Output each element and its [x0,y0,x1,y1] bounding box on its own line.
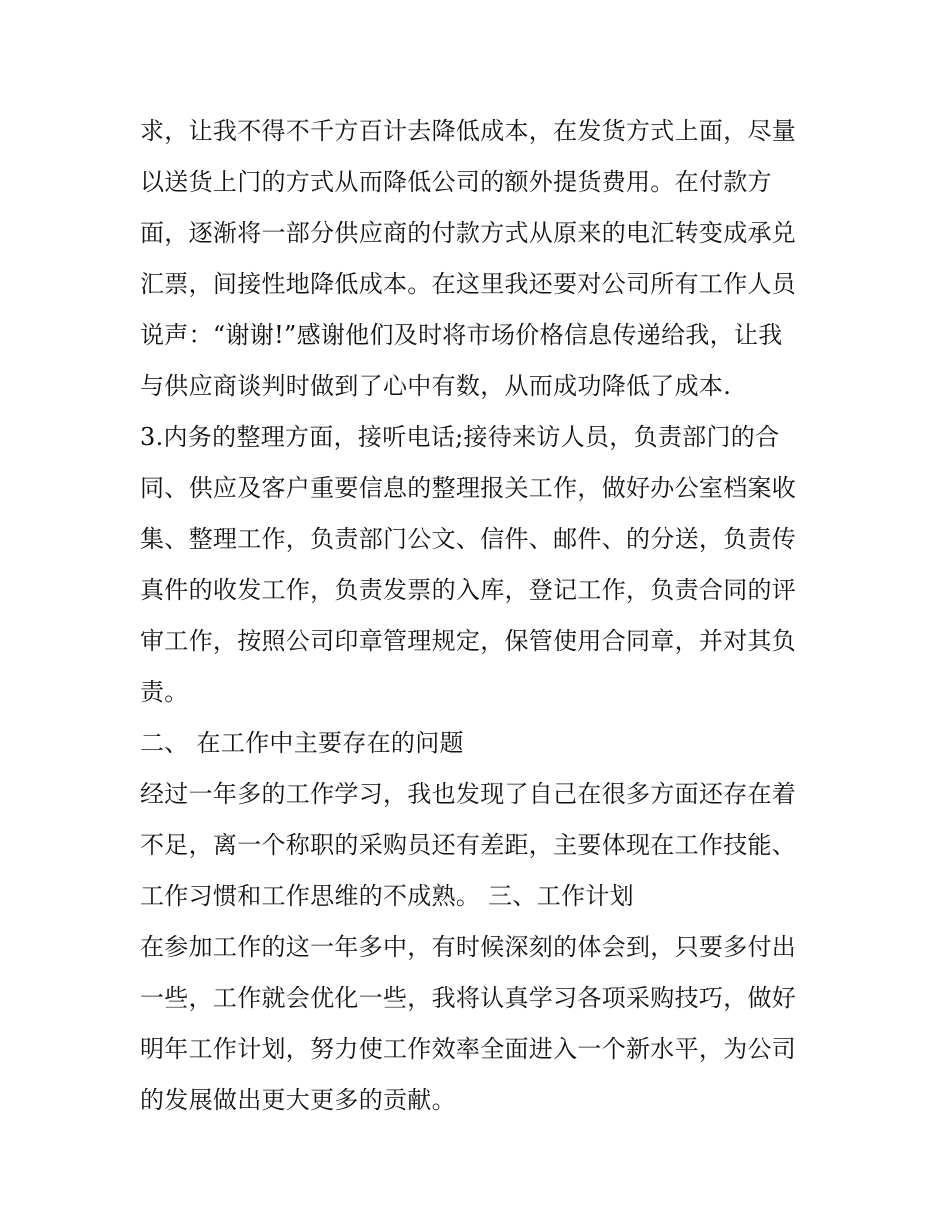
document-body [140,106,820,1126]
text-line: 真件的收发工作，负责发票的入库，登记工作，负责合同的评 [140,576,797,604]
text-line: 的发展做出更大更多的贡献。 [140,1086,456,1114]
text-line: 3.内务的整理方面，接听电话;接待来访人员，负责部门的合 [140,423,780,451]
text-line: 明年工作计划，努力使工作效率全面进入一个新水平，为公司 [140,1035,797,1063]
text-line: 责。 [140,678,189,706]
text-line: 与供应商谈判时做到了心中有数，从而成功降低了成本. [140,372,732,400]
text-line: 在参加工作的这一年多中，有时候深刻的体会到，只要多付出 [140,933,797,961]
text-line: 求，让我不得不千方百计去降低成本，在发货方式上面，尽量 [140,117,797,145]
text-line: 经过一年多的工作学习，我也发现了自己在很多方面还存在着 [140,780,797,808]
text-line: 不足，离一个称职的采购员还有差距，主要体现在工作技能、 [140,831,797,859]
text-line: 说声：“谢谢!”感谢他们及时将市场价格信息传递给我，让我 [140,321,783,349]
text-line: 集、整理工作，负责部门公文、信件、邮件、的分送，负责传 [140,525,797,553]
text-line: 汇票，间接性地降低成本。在这里我还要对公司所有工作人员 [140,270,797,298]
text-line: 工作习惯和工作思维的不成熟。 三、工作计划 [140,882,634,910]
text-line: 一些，工作就会优化一些，我将认真学习各项采购技巧，做好 [140,984,797,1012]
text-line: 审工作，按照公司印章管理规定，保管使用合同章，并对其负 [140,627,797,655]
text-line: 同、供应及客户重要信息的整理报关工作，做好办公室档案收 [140,474,797,502]
text-line: 以送货上门的方式从而降低公司的额外提货费用。在付款方 [140,168,772,196]
section-heading: 二、 在工作中主要存在的问题 [140,729,464,757]
text-line: 面，逐渐将一部分供应商的付款方式从原来的电汇转变成承兑 [140,219,797,247]
